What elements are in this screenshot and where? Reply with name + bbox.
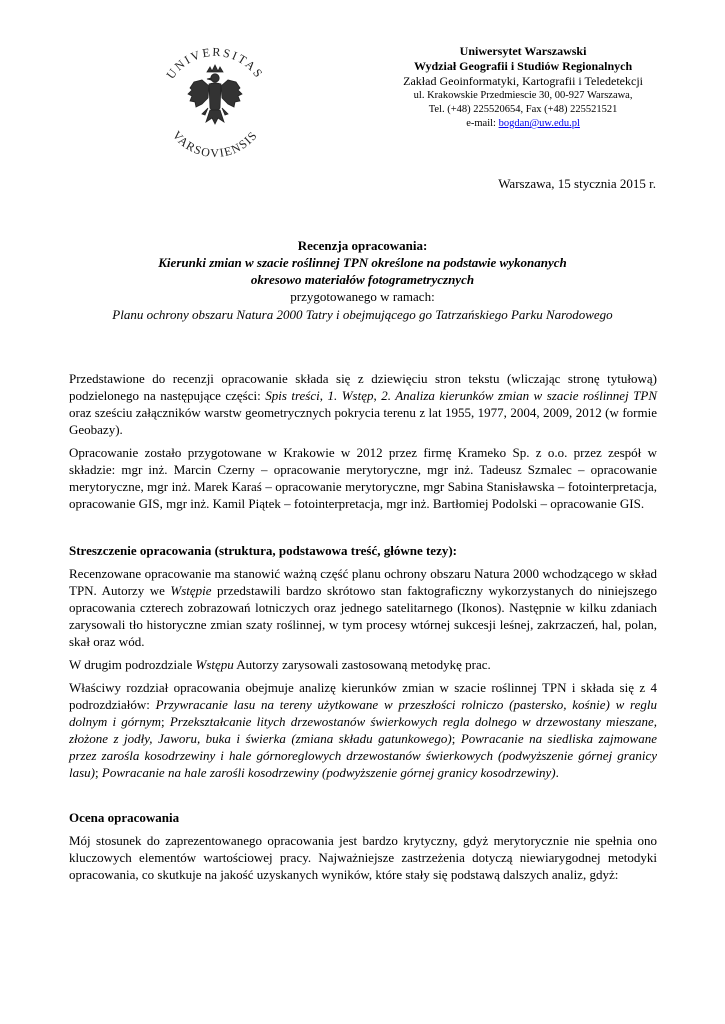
document-date: Warszawa, 15 stycznia 2015 r. [498,176,656,191]
text-run: oraz sześciu załączników warstw geometrycznych pokrycia terenu z lat 1955, 1977, 2004, 2009, 2012 (w formie Geobazy). [69,405,657,437]
department-name: Zakład Geoinformatyki, Kartografii i Teledetekcji [403,74,643,88]
text-run: przedstawili bardzo skrótowo stan faktograficzny wykorzystanych do niniejszego opracowania czterech zobrazowań lotniczych oraz jednego satelitarnego (Ikonos). Następnie w kilku zdaniach zarysowali tło historyczne zmian szaty roślinnej, w tym procesy wtórnej sukcesji leśnej, zakrzaczeń, hal, polan, skał oraz wód. [69,583,657,649]
review-title-block [60,237,665,323]
assessment-heading: Ocena opracowania [69,810,180,825]
prepared-within: przygotowanego w ramach: [290,289,435,304]
italic-run: Wstępie [170,583,212,598]
italic-run: 1. Wstęp [327,388,374,403]
italic-run: Przekształcanie litych drzewostanów świerkowych regla dolnego w drzewostany mieszane, złożone z jodły, Jaworu, buka i świerka (zmiana składu gatunkowego) [69,714,657,746]
italic-run: Przywracanie lasu na tereny użytkowane w przeszłości rolniczo (pastersko, kośnie) w reglu dolnym i górnym [69,697,657,729]
university-seal-logo [150,38,280,168]
email-line [403,117,643,131]
intro-paragraph-1 [69,370,657,438]
text-run: , [319,388,328,403]
document-body [69,370,657,889]
italic-run: Powracanie na hale zarośli kosodrzewiny (podwyższenie górnej granicy kosodrzewiny) [101,765,556,780]
address-line: ul. Krakowskie Przedmiescie 30, 00-927 Warszawa, [413,90,633,101]
italic-run: Spis treści [265,388,320,403]
study-title-line2: okresowo materiałów fotogrametrycznych [250,272,475,287]
intro-paragraph-2: Opracowanie zostało przygotowane w Krakowie w 2012 przez firmę Krameko Sp. z o.o. przez zespół w składzie: mgr inż. Marcin Czerny – opracowanie merytoryczne, mgr inż. Tadeusz Szmalec – opracowanie merytoryczne, mgr inż. Marek Karaś – opracowanie merytoryczne, mgr Sabina Stanisławska – fotointerpretacja, opracowanie GIS, mgr inż. Kamil Piątek – fotointerpretacja, mgr inż. Bartłomiej Podolski – opracowanie GIS. [69,445,657,511]
university-name: Uniwersytet Warszawski [459,44,587,58]
summary-heading: Streszczenie opracowania (struktura, podstawowa treść, główne tezy): [69,543,458,558]
institution-header [403,44,643,131]
text-run: ; [95,765,102,780]
italic-run: Powracanie na siedliska zajmowane przez zarośla kosodrzewiny i hale górnoreglowych drzewostanów świerkowych (podwyższenie górnej granicy lasu) [69,731,657,780]
email-link[interactable]: bogdan@uw.edu.pl [498,118,580,129]
text-run: ; [451,731,461,746]
text-run: Właściwy rozdział opracowania obejmuje analizę kierunków zmian w szacie roślinnej TPN i składa się z 4 podrozdziałów: [69,680,657,712]
study-title-line1: Kierunki zmian w szacie roślinnej TPN określone na podstawie wykonanych [158,255,567,270]
text-run: , [373,388,382,403]
summary-paragraph-3 [69,679,657,781]
text-run: W drugim podrozdziale [69,657,196,672]
email-label: e-mail: [466,118,499,129]
summary-paragraph-2 [69,656,657,673]
italic-run: 2. Analiza kierunków zmian w szacie roślinnej TPN [381,388,658,403]
phone-line: Tel. (+48) 225520654, Fax (+48) 225521521 [428,104,618,115]
text-run: Przedstawione do recenzji opracowanie składa się z dziewięciu stron tekstu (wliczając stronę tytułową) podzielonego na następujące części: [69,371,657,403]
summary-paragraph-1 [69,565,657,650]
seal-top-text: UNIVERSITAS [163,44,267,82]
svg-text:VARSOVIENSIS [170,128,260,160]
text-run: . [555,765,559,780]
review-title: Recenzja opracowania: [297,238,428,253]
text-run: ; [161,714,170,729]
text-run: Autorzy zarysowali zastosowaną metodykę prac. [233,657,491,672]
faculty-name: Wydział Geografii i Studiów Regionalnych [413,59,633,73]
eagle-emblem-icon [188,65,242,124]
text-run: Recenzowane opracowanie ma stanowić ważną część planu ochrony obszaru Natura 2000 wchodzącego w skład TPN. Autorzy we [69,566,657,598]
seal-bottom-text: VARSOVIENSIS [169,128,261,161]
italic-run: Wstępu [195,657,234,672]
assessment-paragraph-1: Mój stosunek do zaprezentowanego opracowania jest bardzo krytyczny, gdyż merytorycznie nie spełnia ono kluczowych elementów wartościowej pracy. Najważniejsze zastrzeżenia dotyczą niewiarygodnej metodyki opracowania, co skutkuje na jakość uzyskanych wyników, które stały się podstawą dalszych analiz, gdyż: [69,833,657,882]
plan-title: Planu ochrony obszaru Natura 2000 Tatry i obejmującego go Tatrzańskiego Parku Narodowego [112,307,613,322]
